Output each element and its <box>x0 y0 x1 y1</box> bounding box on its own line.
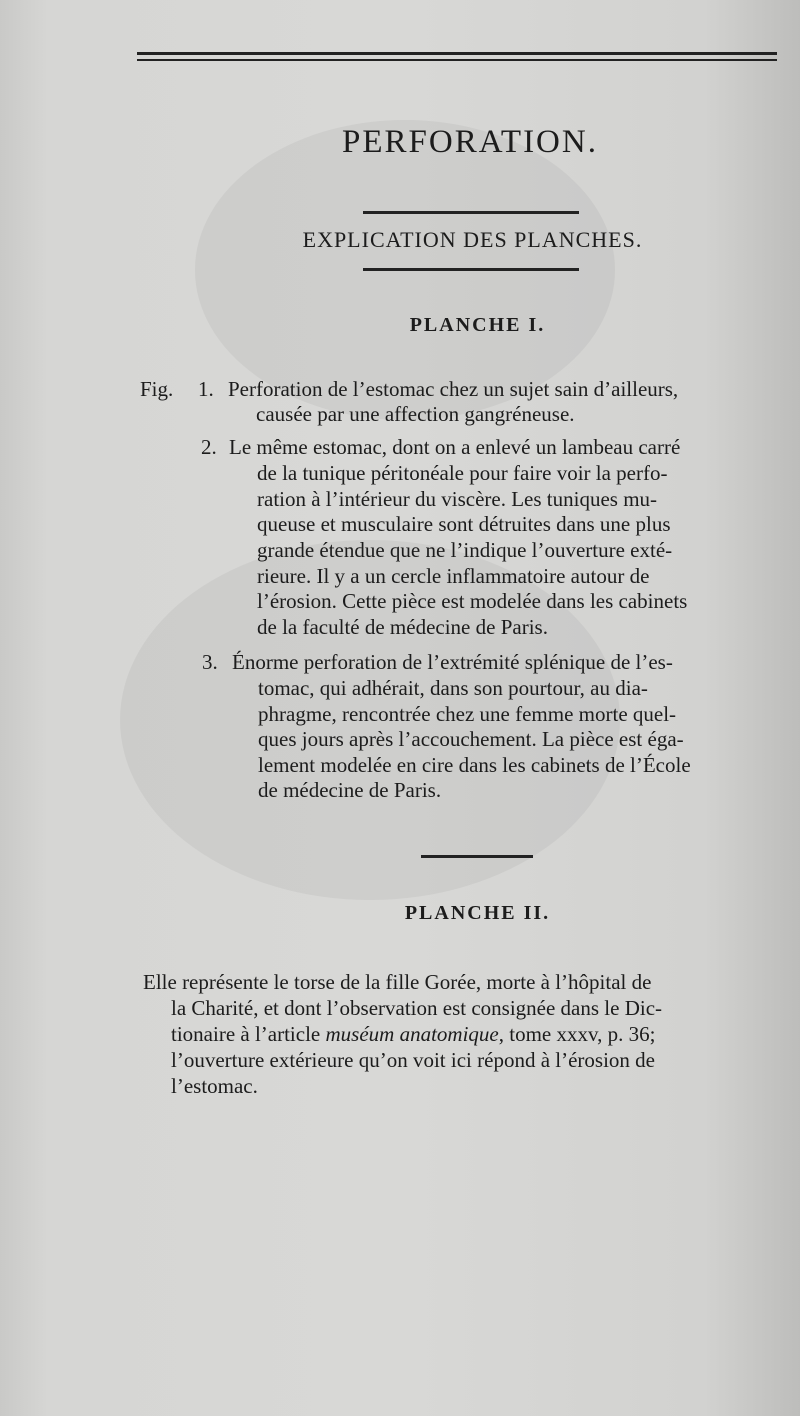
page-title: PERFORATION. <box>342 124 598 160</box>
paragraph-line: l’ouverture extérieure qu’on voit ici répond à l’érosion de <box>171 1048 655 1072</box>
figure-text-line: de la faculté de médecine de Paris. <box>257 615 548 639</box>
subtitle-rule-below <box>363 268 579 271</box>
plate-heading: PLANCHE I. <box>409 314 546 336</box>
figure-text-line: lement modelée en cire dans les cabinets de l’École <box>258 753 691 777</box>
figure-text-line: Énorme perforation de l’extrémité splénique de l’es- <box>232 650 673 674</box>
figure-text-line: queuse et musculaire sont détruites dans une plus <box>257 512 671 536</box>
figure-text-line: de la tunique péritonéale pour faire voir la perfo- <box>257 461 668 485</box>
plate-heading: PLANCHE II. <box>404 902 551 924</box>
section-subtitle: EXPLICATION DES PLANCHES. <box>302 227 643 252</box>
figure-text-line: ration à l’intérieur du viscère. Les tuniques mu- <box>257 487 658 511</box>
top-double-rule <box>137 59 777 61</box>
figure-text-line: ques jours après l’accouchement. La pièce est éga- <box>258 727 684 751</box>
figure-text-line: causée par une affection gangréneuse. <box>256 402 575 426</box>
paragraph-line: l’estomac. <box>171 1074 258 1098</box>
paragraph-line <box>171 1022 655 1048</box>
figure-text-line: rieure. Il y a un cercle inflammatoire autour de <box>257 564 650 588</box>
figure-text-line: de médecine de Paris. <box>258 778 442 802</box>
figure-text-line: grande étendue que ne l’indique l’ouverture exté- <box>257 538 673 562</box>
paragraph-line: Elle représente le torse de la fille Gorée, morte à l’hôpital de <box>143 970 652 994</box>
paragraph-text: tionaire à l’article <box>171 1022 326 1046</box>
italic-term: muséum anatomique <box>325 1022 499 1046</box>
figure-text-line: l’érosion. Cette pièce est modelée dans les cabinets <box>257 589 688 613</box>
figure-number: 3. <box>202 650 218 674</box>
subtitle-rule-above <box>363 211 579 214</box>
section-divider-rule <box>421 855 533 858</box>
figure-prefix: Fig. <box>140 377 174 401</box>
figure-number: 2. <box>201 435 217 459</box>
figure-text-line: phragme, rencontrée chez une femme morte quel- <box>258 702 677 726</box>
figure-number: 1. <box>198 377 214 401</box>
top-double-rule <box>137 52 777 55</box>
figure-text-line: Le même estomac, dont on a enlevé un lambeau carré <box>229 435 681 459</box>
paragraph-text: , tome xxxv, p. 36; <box>498 1022 656 1046</box>
paragraph-line: la Charité, et dont l’observation est consignée dans le Dic- <box>171 996 663 1020</box>
figure-text-line: Perforation de l’estomac chez un sujet sain d’ailleurs, <box>228 377 679 401</box>
figure-text-line: tomac, qui adhérait, dans son pourtour, au dia- <box>258 676 648 700</box>
